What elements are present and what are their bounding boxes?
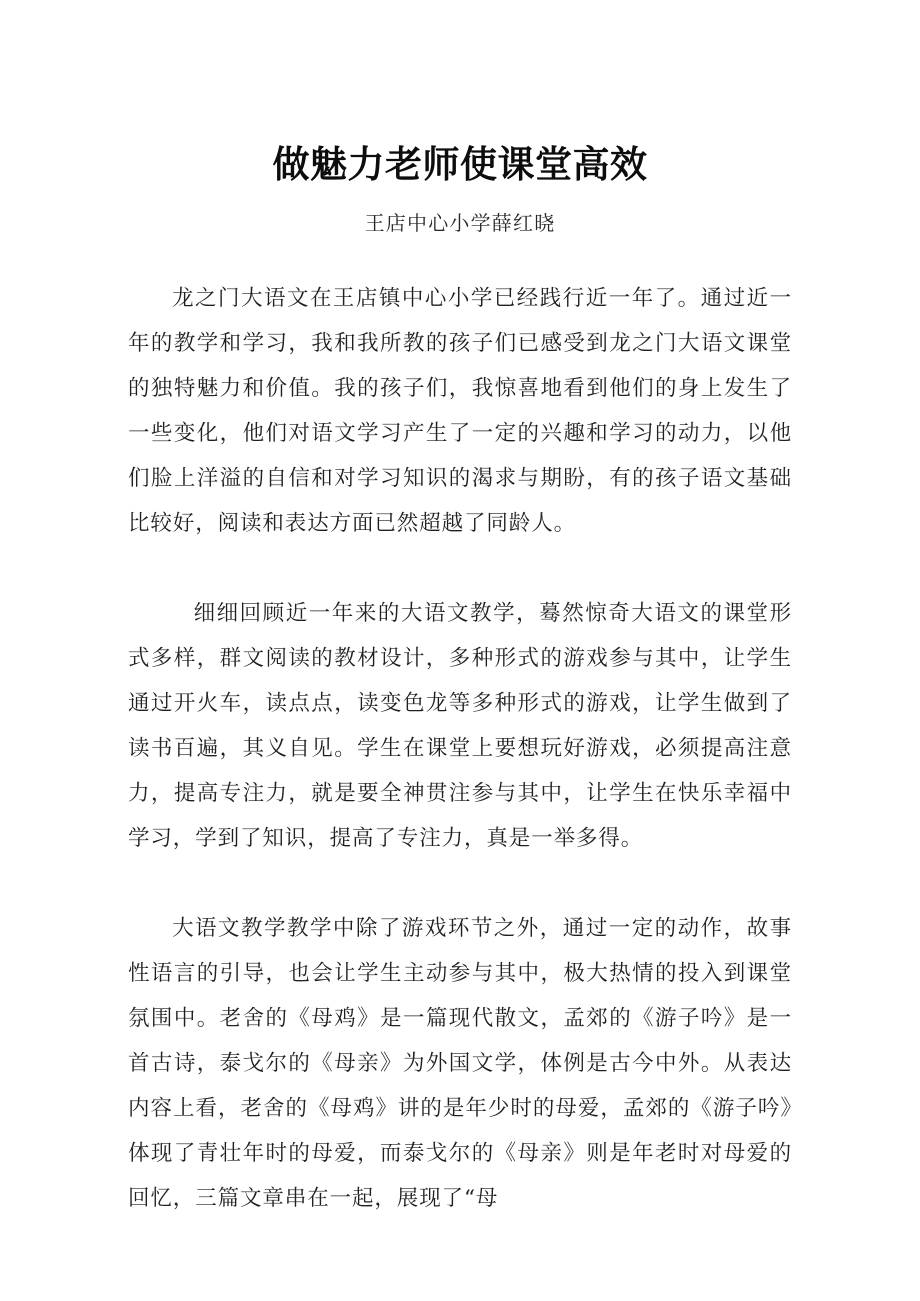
author-byline: 王店中心小学薛红晓 — [364, 211, 556, 235]
body-paragraph-2: 细细回顾近一年来的大语文教学，蓦然惊奇大语文的课堂形式多样，群文阅读的教材设计，多种形式的游戏参与其中，让学生通过开火车，读点点，读变色龙等多种形式的游戏，让学生做到了读书百遍，其义自见。学生在课堂上要想玩好游戏，必须提高注意力，提高专注力，就是要全神贯注参与其中，让学生在快乐幸福中学习，学到了知识，提高了专注力，真是一举多得。 — [128, 601, 792, 851]
body-paragraph-1: 龙之门大语文在王店镇中心小学已经践行近一年了。通过近一年的教学和学习，我和我所教的孩子们已感受到龙之门大语文课堂的独特魅力和价值。我的孩子们，我惊喜地看到他们的身上发生了一些变化，他们对语文学习产生了一定的兴趣和学习的动力，以他们脸上洋溢的自信和对学习知识的渴求与期盼，有的孩子语文基础比较好，阅读和表达方面已然超越了同龄人。 — [128, 286, 792, 536]
body-paragraph-3: 大语文教学教学中除了游戏环节之外，通过一定的动作，故事性语言的引导，也会让学生主动参与其中，极大热情的投入到课堂氛围中。老舍的《母鸡》是一篇现代散文，孟郊的《游子吟》是一首古诗，泰戈尔的《母亲》为外国文学，体例是古今中外。从表达内容上看，老舍的《母鸡》讲的是年少时的母爱，孟郊的《游子吟》体现了青壮年时的母爱，而泰戈尔的《母亲》则是年老时对母爱的回忆，三篇文章串在一起，展现了“母 — [128, 916, 792, 1211]
document-body — [128, 276, 792, 1221]
page-title: 做魅力老师使课堂高效 — [272, 143, 648, 185]
